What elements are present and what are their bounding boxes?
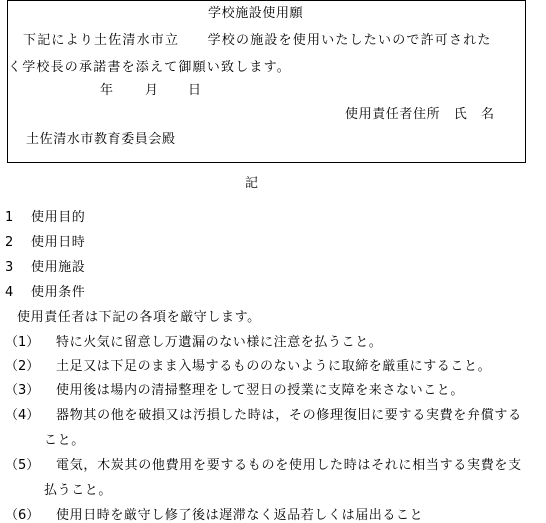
condition-text: 土足又は下足のまま入場するもののないように取締を厳重にすること。	[56, 359, 492, 374]
condition-text: 電気，木炭其の他費用を要するものを使用した時はそれに相当する実費を支	[56, 458, 522, 473]
condition-number: （1）	[5, 335, 40, 350]
item-label-facility: 使用施設	[31, 260, 86, 275]
condition-number: （6）	[5, 508, 40, 523]
item-number: 2	[5, 235, 14, 250]
item-label-conditions: 使用条件	[31, 285, 86, 300]
date-day-label: 日	[188, 83, 202, 98]
condition-number: （3）	[5, 383, 40, 398]
condition-text: 特に火気に留意し万遺漏のない様に注意を払うこと。	[56, 335, 383, 350]
item-number: 4	[5, 285, 14, 300]
date-year-label: 年	[100, 83, 114, 98]
item-label-datetime: 使用日時	[31, 235, 86, 250]
applicant-label: 使用責任者住所 氏 名	[345, 107, 495, 122]
condition-number: （4）	[5, 408, 40, 423]
condition-number: （2）	[5, 359, 40, 374]
condition-text-continuation: 払うこと。	[44, 483, 113, 498]
condition-text: 使用後は場内の清掃整理をして翌日の授業に支障を来さないこと。	[56, 383, 465, 398]
condition-text: 使用日時を厳守し修了後は遅滞なく返品若しくは届出ること	[56, 508, 424, 523]
condition-text-continuation: こと。	[44, 433, 85, 448]
addressee: 土佐清水市教育委員会殿	[26, 132, 176, 147]
notes-heading: 記	[245, 176, 259, 191]
request-text-line-2: く学校長の承諾書を添えて御願い致します。	[8, 60, 291, 75]
conditions-intro: 使用責任者は下記の各項を厳守します。	[17, 310, 261, 325]
condition-text: 器物其の他を破損又は汚損した時は，その修理復旧に要する実費を弁償する	[56, 408, 522, 423]
date-month-label: 月	[145, 83, 159, 98]
item-number: 3	[5, 260, 14, 275]
request-text-line-1: 下記により土佐清水市立 学校の施設を使用いたしたいので許可された	[23, 33, 492, 48]
item-number: 1	[5, 210, 14, 225]
condition-number: （5）	[5, 458, 40, 473]
item-label-purpose: 使用目的	[31, 210, 86, 225]
form-title: 学校施設使用願	[208, 6, 304, 21]
